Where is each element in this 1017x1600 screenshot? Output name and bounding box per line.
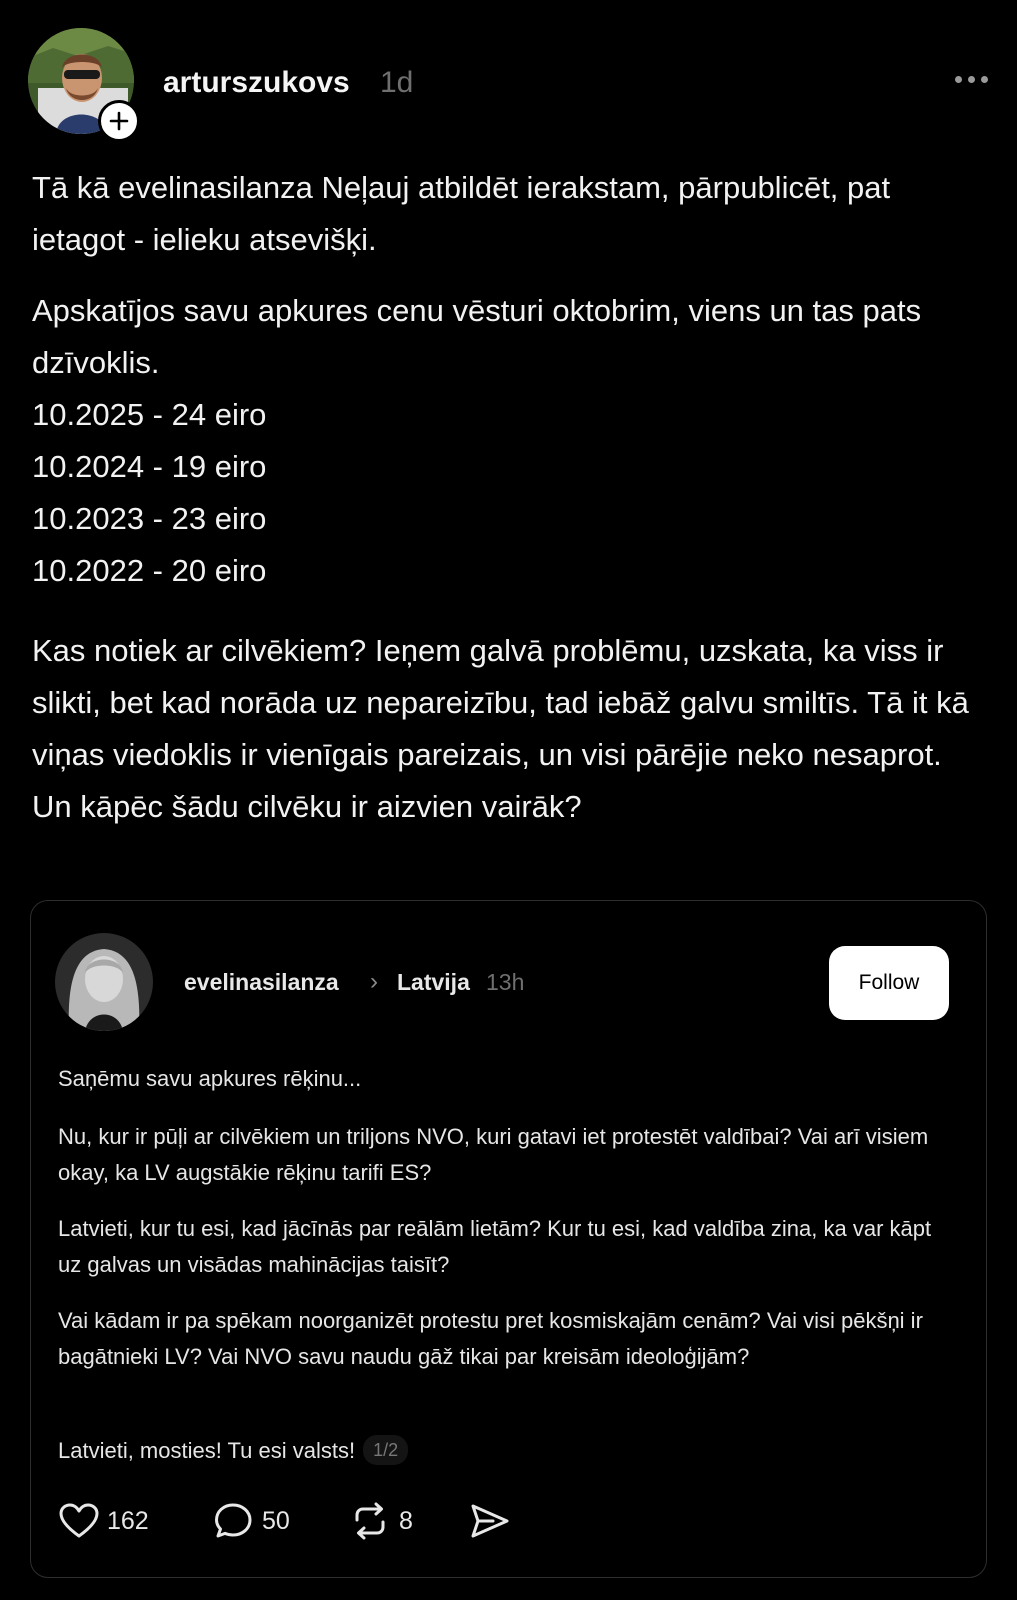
post-paragraph-3: Kas notiek ar cilvēkiem? Ieņem galvā problēmu, uzskata, ka viss ir slikti, bet kad norāda uz nepareizību, tad iebāž galvu smiltīs. Tā it kā viņas viedoklis ir vienīgais pareizais, un visi pārējie neko nesaprot. Un kāpēc šādu cilvēku ir aizvien vairāk? (32, 633, 969, 824)
follow-button[interactable]: Follow (829, 946, 949, 1020)
send-icon (469, 1502, 511, 1540)
quoted-author-username[interactable]: evelinasilanza (184, 969, 339, 995)
post-paragraph-2 (32, 285, 982, 597)
post-time: 1d (380, 66, 414, 99)
plus-icon (108, 110, 130, 132)
action-bar (59, 1496, 659, 1546)
comment-icon (214, 1502, 254, 1540)
reply-button[interactable] (214, 1496, 290, 1546)
repost-count: 8 (399, 1506, 413, 1535)
post-line: 10.2025 - 24 eiro (32, 397, 267, 432)
post-line: 10.2023 - 23 eiro (32, 501, 267, 536)
post-line: 10.2022 - 20 eiro (32, 553, 267, 588)
post-header (28, 28, 988, 138)
repost-button[interactable] (349, 1496, 413, 1546)
share-button[interactable] (469, 1496, 511, 1546)
chevron-right-icon: › (370, 968, 378, 995)
author-username[interactable]: arturszukovs (163, 66, 350, 99)
like-count: 162 (107, 1506, 149, 1535)
author-avatar[interactable] (28, 28, 134, 134)
quoted-post[interactable] (30, 900, 987, 1578)
page-indicator[interactable]: 1/2 (363, 1435, 408, 1465)
quoted-author-avatar[interactable] (55, 933, 153, 1031)
quoted-paragraph-4: Vai kādam ir pa spēkam noorganizēt protestu pret kosmiskajām cenām? Vai visi pēkšņi ir bagātnieki LV? Vai NVO savu naudu gāž tikai par kreisām ideoloģijām? (58, 1308, 923, 1369)
post-line: 10.2024 - 19 eiro (32, 449, 267, 484)
heart-icon (59, 1503, 99, 1539)
repost-icon (349, 1502, 391, 1540)
post-line: Apskatījos savu apkures cenu vēsturi oktobrim, viens un tas pats dzīvoklis. (32, 293, 922, 380)
follow-plus-button[interactable] (98, 100, 140, 142)
more-horizontal-icon[interactable] (955, 76, 988, 83)
quoted-paragraph-1: Saņēmu savu apkures rēķinu... (58, 1066, 362, 1091)
reply-count: 50 (262, 1506, 290, 1535)
quoted-paragraph-2: Nu, kur ir pūļi ar cilvēkiem un triljons NVO, kuri gatavi iet protestēt valdībai? Vai arī visiem okay, ka LV augstākie rēķinu tarifi ES? (58, 1124, 929, 1185)
quoted-paragraph-3: Latvieti, kur tu esi, kad jācīnās par reālām lietām? Kur tu esi, kad valdība zina, ka var kāpt uz galvas un visādas mahinācijas taisīt? (58, 1216, 932, 1277)
like-button[interactable] (59, 1496, 149, 1546)
quoted-topic[interactable]: Latvija (397, 969, 470, 995)
quoted-paragraph-5 (58, 1433, 958, 1469)
quoted-paragraph-5-text: Latvieti, mosties! Tu esi valsts! (58, 1438, 356, 1463)
quoted-time: 13h (486, 969, 525, 995)
post-paragraph-1: Tā kā evelinasilanza Neļauj atbildēt ierakstam, pārpublicēt, pat ietagot - ielieku atsevišķi. (32, 170, 891, 257)
